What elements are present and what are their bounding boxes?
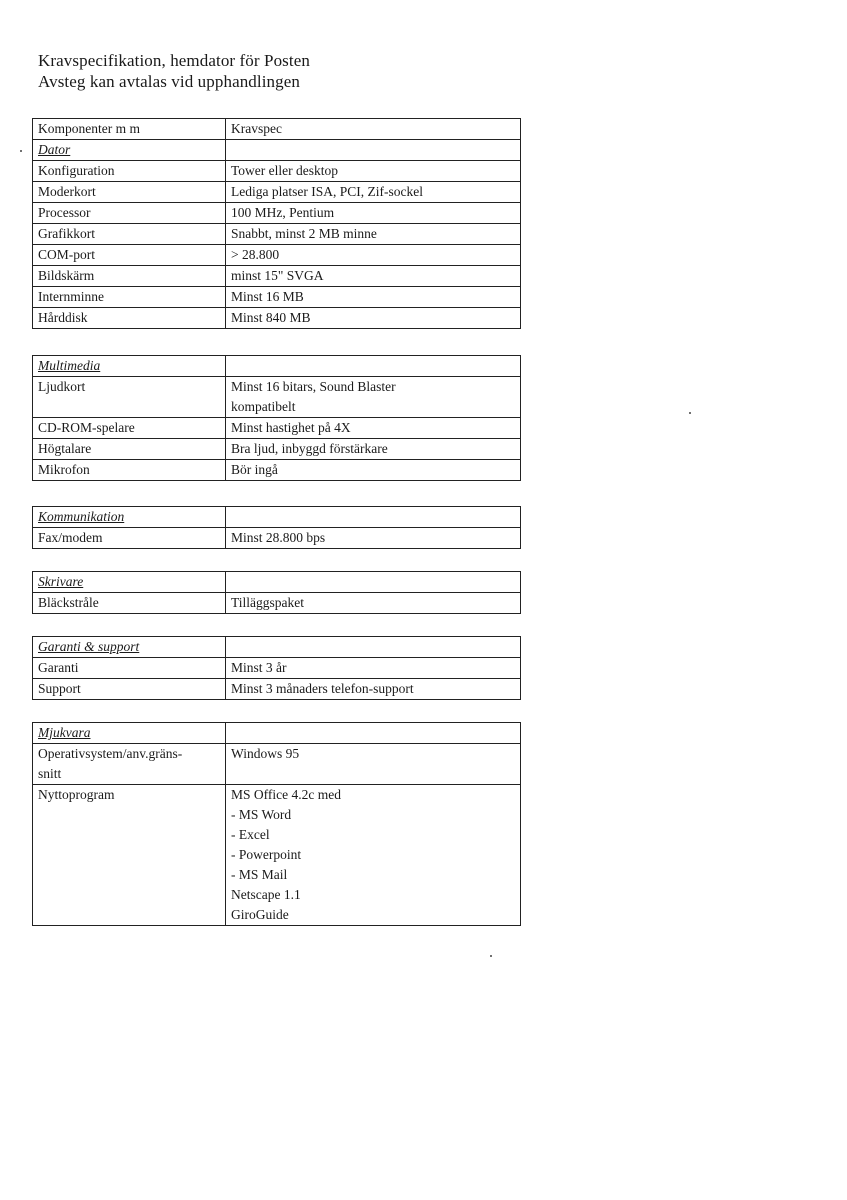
table-row bbox=[33, 161, 521, 182]
empty-cell bbox=[226, 507, 521, 528]
spec-table-multimedia bbox=[32, 355, 521, 481]
scan-speck bbox=[20, 150, 22, 152]
row-value bbox=[226, 377, 521, 418]
row-value: 100 MHz, Pentium bbox=[226, 203, 521, 224]
row-value: Lediga platser ISA, PCI, Zif-sockel bbox=[226, 182, 521, 203]
row-value bbox=[226, 785, 521, 926]
table-header-row bbox=[33, 119, 521, 140]
value-line: - Powerpoint bbox=[231, 847, 302, 862]
section-title-garanti: Garanti & support bbox=[33, 637, 226, 658]
table-row bbox=[33, 287, 521, 308]
empty-cell bbox=[226, 572, 521, 593]
value-line: GiroGuide bbox=[231, 907, 289, 922]
row-value: Minst 28.800 bps bbox=[226, 528, 521, 549]
table-row bbox=[33, 744, 521, 785]
row-value: Minst 16 MB bbox=[226, 287, 521, 308]
value-line: MS Office 4.2c med bbox=[231, 787, 341, 802]
row-label: Mikrofon bbox=[33, 460, 226, 481]
scan-speck bbox=[689, 412, 691, 414]
section-title-mjukvara: Mjukvara bbox=[33, 723, 226, 744]
row-label: Ljudkort bbox=[33, 377, 226, 418]
table-row bbox=[33, 308, 521, 329]
row-label: Högtalare bbox=[33, 439, 226, 460]
row-label: Garanti bbox=[33, 658, 226, 679]
row-value: Bör ingå bbox=[226, 460, 521, 481]
table-row bbox=[33, 377, 521, 418]
empty-cell bbox=[226, 140, 521, 161]
row-label: CD-ROM-spelare bbox=[33, 418, 226, 439]
empty-cell bbox=[226, 637, 521, 658]
row-value: Bra ljud, inbyggd förstärkare bbox=[226, 439, 521, 460]
spec-table-mjukvara bbox=[32, 722, 521, 926]
empty-cell bbox=[226, 723, 521, 744]
value-line: kompatibelt bbox=[231, 399, 296, 414]
table-row bbox=[33, 460, 521, 481]
scan-speck bbox=[490, 955, 492, 957]
value-line: Netscape 1.1 bbox=[231, 887, 301, 902]
row-label: Hårddisk bbox=[33, 308, 226, 329]
section-title-kommunikation: Kommunikation bbox=[33, 507, 226, 528]
row-value: Tower eller desktop bbox=[226, 161, 521, 182]
table-row bbox=[33, 679, 521, 700]
table-row bbox=[33, 266, 521, 287]
section-title-dator: Dator bbox=[33, 140, 226, 161]
table-row bbox=[33, 245, 521, 266]
row-label bbox=[33, 744, 226, 785]
row-value: > 28.800 bbox=[226, 245, 521, 266]
spec-table-skrivare bbox=[32, 571, 521, 614]
table-row bbox=[33, 203, 521, 224]
value-line: - MS Word bbox=[231, 807, 292, 822]
table-row bbox=[33, 785, 521, 926]
row-label: Internminne bbox=[33, 287, 226, 308]
row-label: Grafikkort bbox=[33, 224, 226, 245]
row-value: Minst 3 år bbox=[226, 658, 521, 679]
header-spec: Kravspec bbox=[226, 119, 521, 140]
row-label: Moderkort bbox=[33, 182, 226, 203]
value-line: - Excel bbox=[231, 827, 270, 842]
row-label: Fax/modem bbox=[33, 528, 226, 549]
section-row bbox=[33, 356, 521, 377]
row-value: Windows 95 bbox=[226, 744, 521, 785]
label-line: snitt bbox=[38, 766, 62, 781]
table-row bbox=[33, 418, 521, 439]
section-row bbox=[33, 507, 521, 528]
value-line: Minst 16 bitars, Sound Blaster bbox=[231, 379, 396, 394]
section-row bbox=[33, 572, 521, 593]
spec-table-dator bbox=[32, 118, 521, 329]
row-value: Tilläggspaket bbox=[226, 593, 521, 614]
table-row bbox=[33, 182, 521, 203]
table-row bbox=[33, 593, 521, 614]
row-value: minst 15" SVGA bbox=[226, 266, 521, 287]
table-row bbox=[33, 439, 521, 460]
row-label: COM-port bbox=[33, 245, 226, 266]
empty-cell bbox=[226, 356, 521, 377]
row-value: Minst hastighet på 4X bbox=[226, 418, 521, 439]
section-title-multimedia: Multimedia bbox=[33, 356, 226, 377]
header-components: Komponenter m m bbox=[33, 119, 226, 140]
document-heading bbox=[38, 50, 310, 92]
document-title: Kravspecifikation, hemdator för Posten bbox=[38, 51, 310, 70]
table-row bbox=[33, 224, 521, 245]
row-value: Snabbt, minst 2 MB minne bbox=[226, 224, 521, 245]
spec-table-kommunikation bbox=[32, 506, 521, 549]
section-row bbox=[33, 140, 521, 161]
section-row bbox=[33, 637, 521, 658]
document-subtitle: Avsteg kan avtalas vid upphandlingen bbox=[38, 72, 301, 91]
row-label: Bildskärm bbox=[33, 266, 226, 287]
section-title-skrivare: Skrivare bbox=[33, 572, 226, 593]
label-line: Operativsystem/anv.gräns- bbox=[38, 746, 183, 761]
spec-table-garanti bbox=[32, 636, 521, 700]
value-line: - MS Mail bbox=[231, 867, 288, 882]
row-label: Bläckstråle bbox=[33, 593, 226, 614]
section-row bbox=[33, 723, 521, 744]
row-value: Minst 3 månaders telefon-support bbox=[226, 679, 521, 700]
table-row bbox=[33, 528, 521, 549]
row-label: Nyttoprogram bbox=[33, 785, 226, 926]
row-label: Processor bbox=[33, 203, 226, 224]
row-label: Support bbox=[33, 679, 226, 700]
table-row bbox=[33, 658, 521, 679]
row-value: Minst 840 MB bbox=[226, 308, 521, 329]
row-label: Konfiguration bbox=[33, 161, 226, 182]
